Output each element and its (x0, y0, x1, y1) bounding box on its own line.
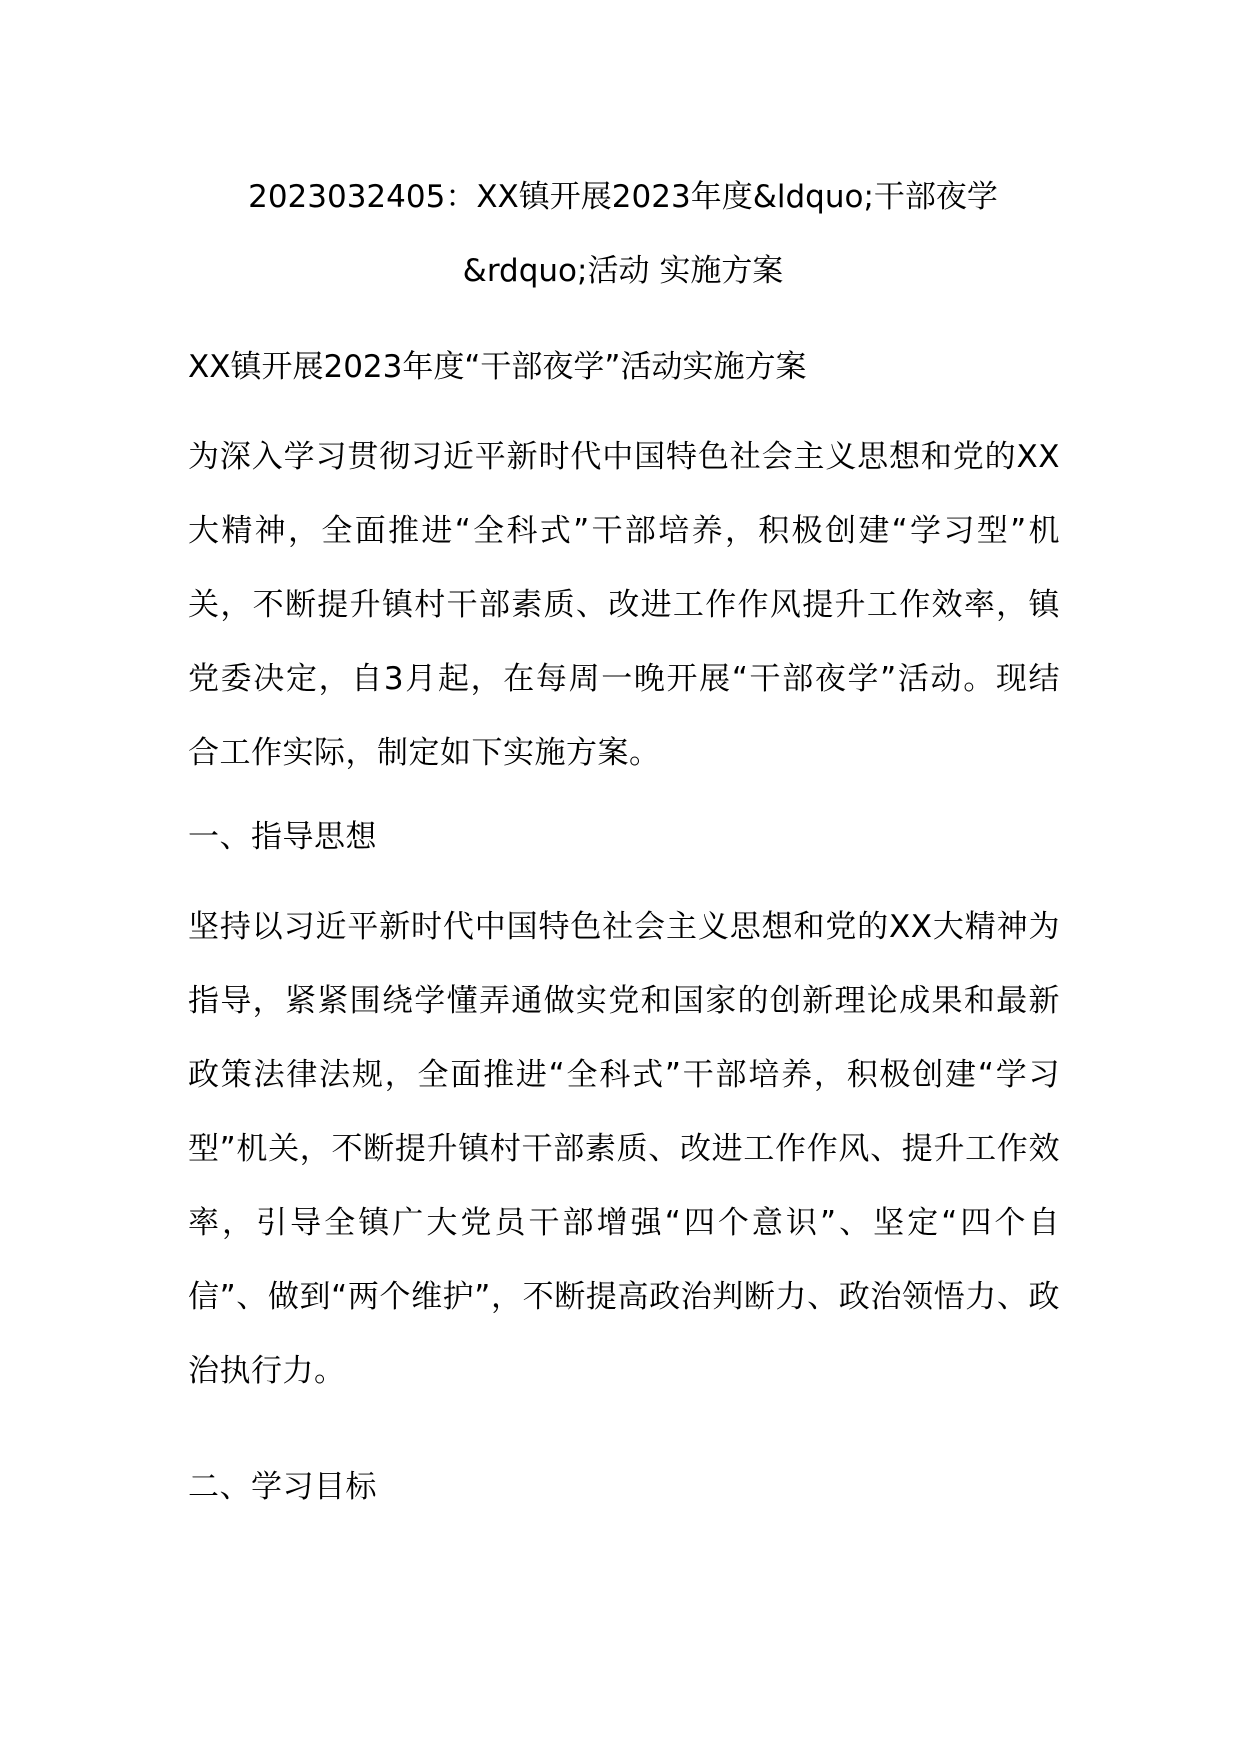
section-heading-learning-goals: 二、学习目标 (188, 1469, 377, 1505)
guiding-thought-paragraph: 坚持以习近平新时代中国特色社会主义思想和党的XX大精神为指导，紧紧围绕学懂弄通做实党和国家的创新理论成果和最新政策法律法规，全面推进“全科式”干部培养，积极创建“学习型”机关，不断提升镇村干部素质、改进工作作风、提升工作效率，引导全镇广大党员干部增强“四个意识”、坚定“四个自信”、做到“两个维护”，不断提高政治判断力、政治领悟力、政治执行力。 (188, 909, 1060, 1389)
document-subtitle: XX镇开展2023年度“干部夜学”活动实施方案 (188, 349, 807, 385)
document-title: 2023032405：XX镇开展2023年度&ldquo;干部夜学&rdquo;活动 实施方案 (248, 179, 998, 289)
intro-paragraph: 为深入学习贯彻习近平新时代中国特色社会主义思想和党的XX大精神，全面推进“全科式”干部培养，积极创建“学习型”机关，不断提升镇村干部素质、改进工作作风提升工作效率，镇党委决定，自3月起，在每周一晚开展“干部夜学”活动。现结合工作实际，制定如下实施方案。 (188, 439, 1060, 771)
section-heading-guiding-thought: 一、指导思想 (188, 819, 377, 855)
